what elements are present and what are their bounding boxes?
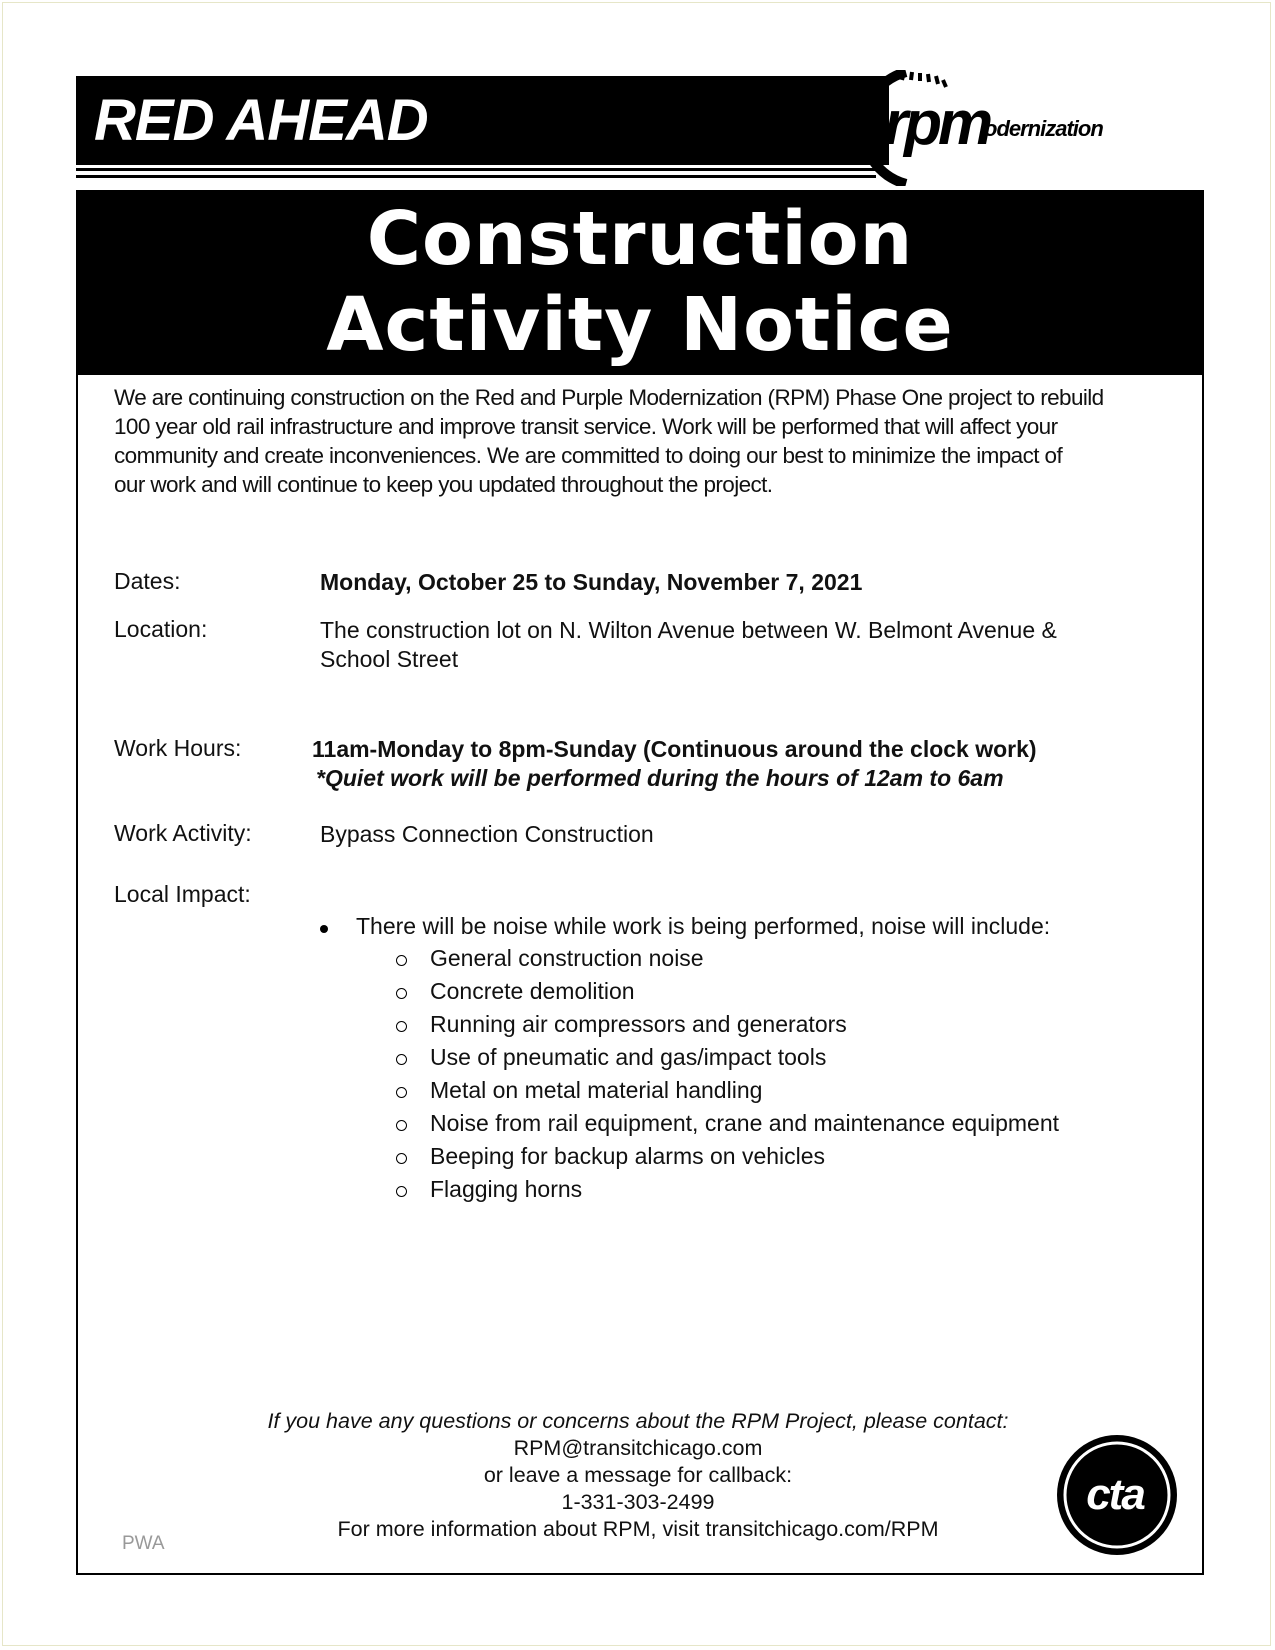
circle-bullet-icon — [396, 955, 407, 966]
work-activity-label: Work Activity: — [114, 820, 252, 846]
page-title-line1: Construction — [366, 196, 914, 282]
circle-bullet-icon — [396, 988, 407, 999]
rpm-logo-suffix: odernization — [984, 116, 1103, 141]
circle-bullet-icon — [396, 1021, 407, 1032]
rpm-logo-text: rpm — [884, 89, 990, 158]
location-label: Location: — [114, 616, 208, 642]
intro-line: community and create inconveniences. We are committed to doing our best to minimize the impact of — [114, 443, 1063, 468]
red-ahead-banner — [76, 76, 889, 165]
quiet-work-note: *Quiet work will be performed during the hours of 12am to 6am — [316, 765, 1004, 791]
contact-email[interactable]: RPM@transitchicago.com — [513, 1436, 763, 1460]
work-activity-value: Bypass Connection Construction — [320, 821, 654, 847]
location-line: School Street — [320, 646, 459, 672]
page-title-line2: Activity Notice — [326, 282, 954, 368]
bullet-dot-icon — [320, 925, 328, 933]
red-ahead-logo: RED AHEAD — [94, 88, 428, 153]
local-impact-label: Local Impact: — [114, 881, 251, 907]
circle-bullet-icon — [396, 1054, 407, 1065]
work-hours-label: Work Hours: — [114, 735, 242, 761]
circle-bullet-icon — [396, 1186, 407, 1197]
location-value — [320, 616, 1057, 674]
circle-bullet-icon — [396, 1153, 407, 1164]
intro-paragraph — [114, 383, 1174, 499]
circle-bullet-icon — [396, 1120, 407, 1131]
contact-intro: If you have any questions or concerns about the RPM Project, please contact: — [267, 1409, 1009, 1433]
dates-value: Monday, October 25 to Sunday, November 7, 2021 — [320, 569, 863, 595]
circle-bullet-icon — [396, 1087, 407, 1098]
contact-callback: or leave a message for callback: — [483, 1463, 793, 1487]
work-hours-value — [312, 735, 1037, 793]
location-line: The construction lot on N. Wilton Avenue between W. Belmont Avenue & — [320, 617, 1057, 643]
intro-line: our work and will continue to keep you updated throughout the project. — [114, 472, 773, 497]
more-info-link[interactable]: For more information about RPM, visit transitchicago.com/RPM — [337, 1517, 939, 1541]
banner-stripes — [76, 168, 876, 180]
contact-phone[interactable]: 1-331-303-2499 — [561, 1490, 715, 1514]
work-hours-text: 11am-Monday to 8pm-Sunday (Continuous around the clock work) — [312, 736, 1037, 762]
pwa-code: PWA — [122, 1533, 165, 1554]
impact-bullet-text: There will be noise while work is being performed, noise will include: — [356, 913, 1051, 939]
title-block — [76, 190, 1204, 375]
intro-line: We are continuing construction on the Red and Purple Modernization (RPM) Phase One project to rebuild — [114, 385, 1104, 410]
rpm-modernization-logo — [866, 70, 1196, 186]
cta-logo-text: cta — [1086, 1470, 1144, 1519]
intro-line: 100 year old rail infrastructure and improve transit service. Work will be performed that will affect your — [114, 414, 1058, 439]
dates-label: Dates: — [114, 568, 181, 594]
contact-block — [196, 1408, 1080, 1543]
cta-logo — [1055, 1433, 1179, 1557]
